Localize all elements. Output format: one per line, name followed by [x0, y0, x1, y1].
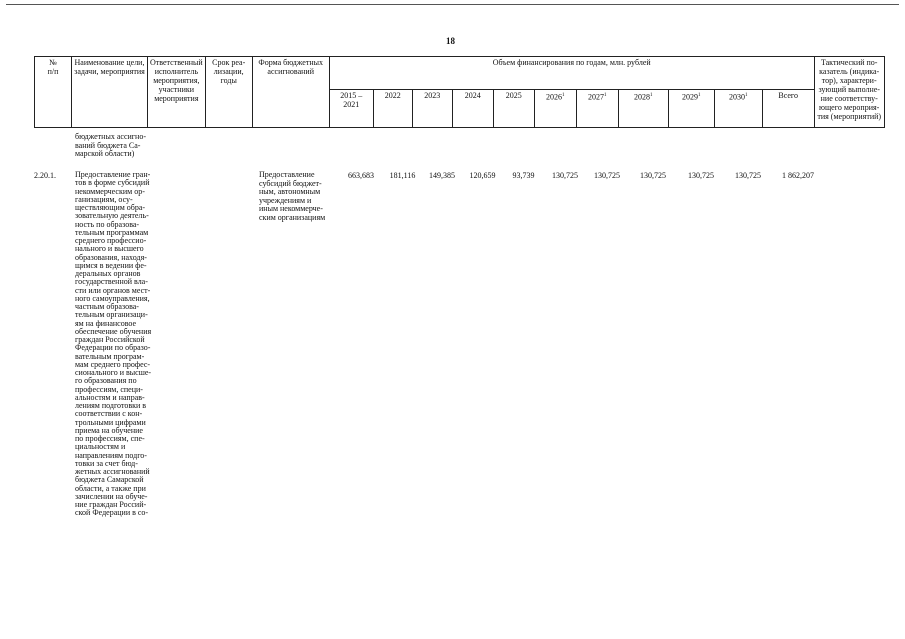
value-2026: 130,725 — [552, 171, 578, 180]
value-2029: 130,725 — [688, 171, 714, 180]
row-form: Предоставление субсидий бюджет- ным, автономным учреждениям и иным некоммерче- ским организациям — [259, 170, 326, 222]
header-col-term: Срок реа-лизации, годы — [205, 57, 252, 128]
value-2024: 120,659 — [469, 171, 496, 180]
header-col-funding: Объем финансирования по годам, млн. рублей — [329, 57, 814, 90]
value-2015-2021: 663,683 — [348, 171, 374, 180]
value-2027: 130,725 — [594, 171, 620, 180]
header-col-goal: Наименование цели, задачи, мероприятия — [72, 57, 148, 128]
header-table — [34, 56, 885, 128]
header-col-form: Форма бюджетных ассигнований — [252, 57, 329, 128]
value-2025: 93,739 — [512, 171, 535, 180]
year-cell-5: 2026$^1$ — [534, 90, 576, 128]
row-number: 2.20.1. — [34, 171, 56, 180]
continuation-text: бюджетных ассигно- ваний бюджета Са- марской области) — [75, 132, 146, 159]
year-cell-10: Всего — [762, 90, 814, 128]
page-number: 18 — [446, 36, 455, 46]
year-cell-7: 2028$^1$ — [618, 90, 668, 128]
row-description: Предоставление гран- тов в форме субсидий некоммерческим ор- ганизациям, осу- ществляющим обра- зовательную деятель- ность по образова- тельным программам среднего профессио- нального и высшего образования, находя- щимся в ведении фе- деральных органов государственной вла- сти или органов мест- ного самоуправления, частным образова- тельным организаци- ям на финансовое обеспечение обучения граждан Российской Федерации по образо- вательным програм- мам среднего профес- сионального и высше- го образования по профессиям, специ- альностям и направ- лениям подготовки в соответствии с кон- трольными цифрами приема на обучение по профессиям, спе- циальностям и направлениям подго- товки за счет бюд- жетных ассигнований бюджета Самарской области, а также при зачислении на обуче- ние граждан Россий- ской Федерации в со- — [75, 170, 152, 518]
value-2030: 130,725 — [735, 171, 761, 180]
year-cell-3: 2024 — [452, 90, 493, 128]
year-cell-6: 2027$^1$ — [576, 90, 618, 128]
header-col-indicator: Тактический по-казатель (индика-тор), характери-зующий выполне-ние соответству-ющего мероприя-тия (мероприятий) — [814, 57, 884, 128]
year-cell-4: 2025 — [493, 90, 534, 128]
value-2022: 181,116 — [389, 171, 416, 180]
value-2028: 130,725 — [640, 171, 666, 180]
value-2023: 149,385 — [429, 171, 455, 180]
top-border-line — [6, 4, 899, 5]
value-total: 1 862,207 — [782, 171, 814, 180]
header-col-num: № п/п — [35, 57, 72, 128]
year-cell-2: 2023 — [412, 90, 452, 128]
year-cell-1: 2022 — [373, 90, 412, 128]
year-cell-8: 2029$^1$ — [668, 90, 714, 128]
year-cell-9: 2030$^1$ — [714, 90, 762, 128]
header-col-responsible: Ответственный исполнитель мероприятия, участники мероприятия — [148, 57, 206, 128]
year-cell-0: 2015 – 2021 — [329, 90, 373, 128]
